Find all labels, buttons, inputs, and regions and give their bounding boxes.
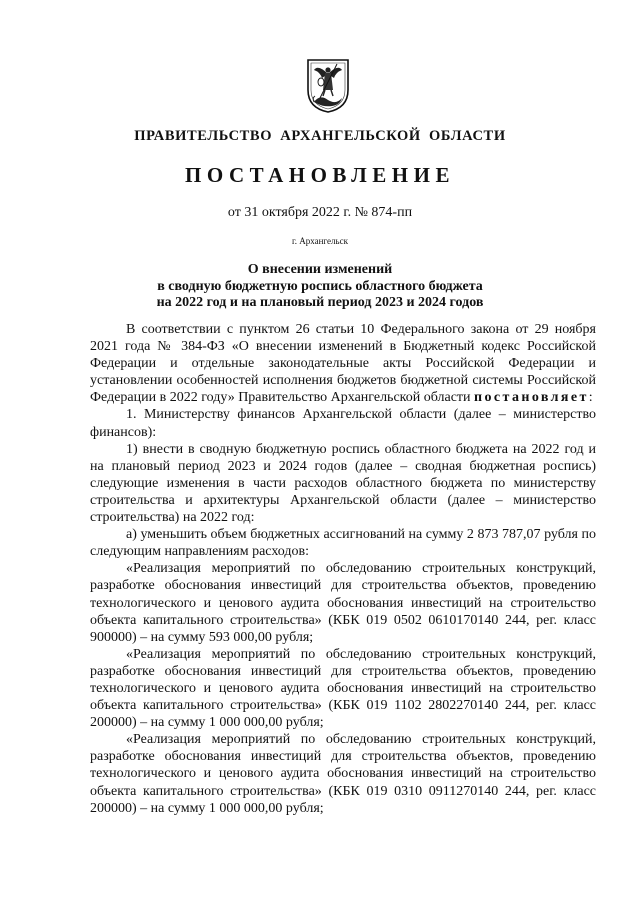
- paragraph-subitem-1: 1) внести в сводную бюджетную роспись областного бюджета на 2022 год и на плановый период 2023 и 2024 годов (далее – сводная бюджетная роспись) следующие изменения в части расходов областного бюджета по министерству строительства и архитектуры Архангельской области (далее – министерство строительства) на 2022 год:: [90, 441, 596, 526]
- resolves-keyword: постановляет: [474, 390, 589, 406]
- title-line: О внесении изменений: [247, 262, 393, 277]
- document-city: г. Архангельск: [292, 236, 348, 246]
- paragraph-expense-1: «Реализация мероприятий по обследованию строительных конструкций, разработке обоснования инвестиций для строительства объектов, проведению технологического и ценового аудита обоснования инвестиций на строительство объекта капитального строительства» (КБК 019 0502 0610170140 244, рег. класс 900000) – на сумму 593 000,00 рубля;: [90, 561, 596, 645]
- paragraph-preamble: [90, 321, 596, 406]
- document-body: [90, 321, 596, 817]
- paragraph-item-1: 1. Министерству финансов Архангельской области (далее – министерство финансов):: [90, 407, 596, 440]
- title-line: на 2022 год и на плановый период 2023 и 2024 годов: [156, 295, 484, 310]
- arkhangelsk-coat-of-arms-icon: [306, 58, 350, 114]
- document-title: [0, 262, 640, 312]
- preamble-text: В соответствии с пунктом 26 статьи 10 Федерального закона от 29 ноября 2021 года № 384-ФЗ «О внесении изменений в Бюджетный кодекс Российской Федерации и отдельные законодательные акты Российской Федерации и установлении особенностей исполнения бюджетов бюджетной системы Российской Федерации в 2022 году» Правительство Архангельской области: [90, 322, 596, 406]
- paragraph-expense-2: «Реализация мероприятий по обследованию строительных конструкций, разработке обоснования инвестиций для строительства объектов, проведению технологического и ценового аудита обоснования инвестиций на строительство объекта капитального строительства» (КБК 019 1102 2802270140 244, рег. класс 200000) – на сумму 1 000 000,00 рубля;: [90, 646, 596, 731]
- authority-name: ПРАВИТЕЛЬСТВО АРХАНГЕЛЬСКОЙ ОБЛАСТИ: [134, 128, 506, 144]
- document-type: ПОСТАНОВЛЕНИЕ: [185, 163, 455, 187]
- paragraph-subitem-a: а) уменьшить объем бюджетных ассигнований на сумму 2 873 787,07 рубля по следующим направлениям расходов:: [90, 527, 596, 560]
- preamble-end: :: [588, 390, 593, 406]
- title-line: в сводную бюджетную роспись областного бюджета: [157, 278, 483, 294]
- document-date-number: от 31 октября 2022 г. № 874-пп: [227, 205, 413, 220]
- paragraph-expense-3: «Реализация мероприятий по обследованию строительных конструкций, разработке обоснования инвестиций для строительства объектов, проведению технологического и ценового аудита обоснования инвестиций на строительство объекта капитального строительства» (КБК 019 0310 0911270140 244, рег. класс 200000) – на сумму 1 000 000,00 рубля;: [90, 732, 596, 816]
